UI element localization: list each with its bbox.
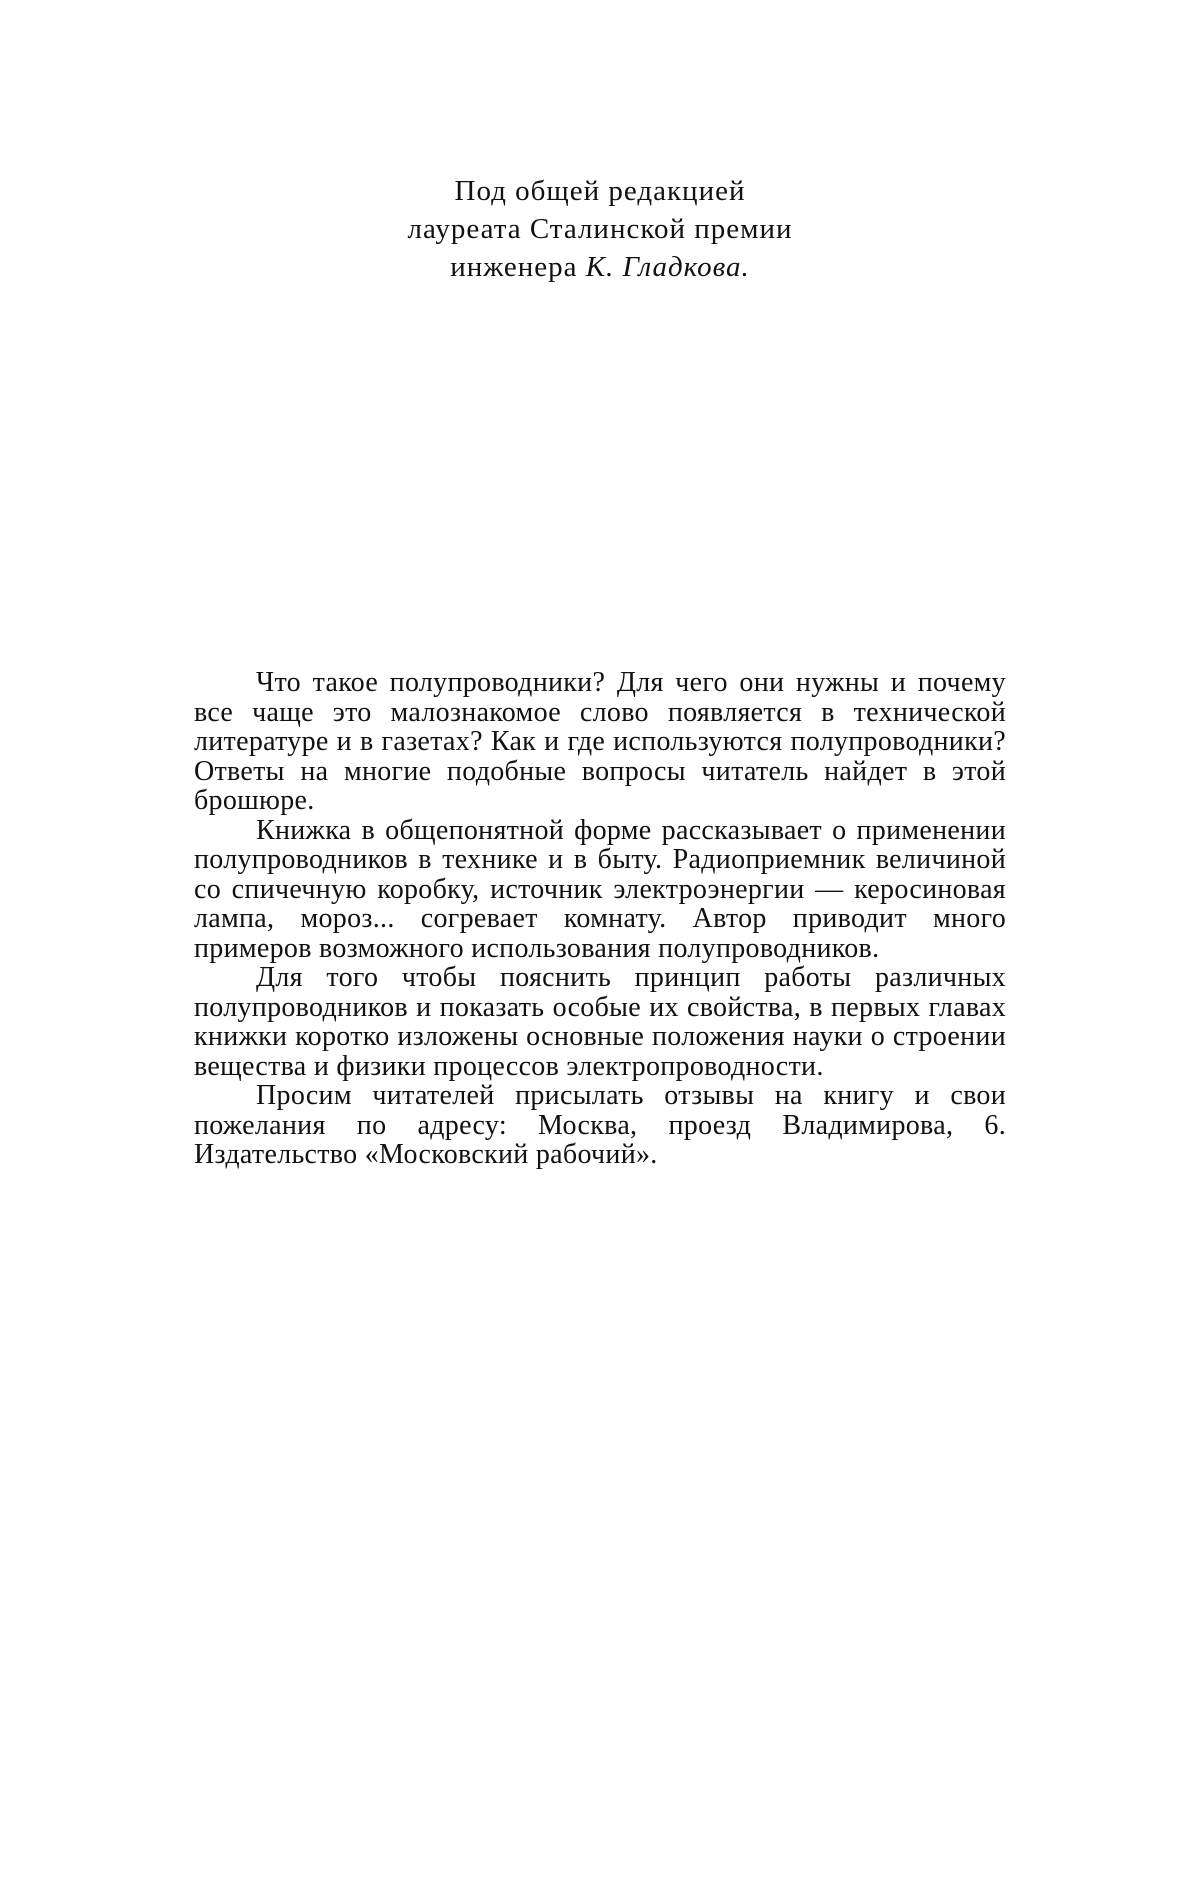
annotation-paragraph-4: Просим читателей присылать отзывы на книгу и свои пожелания по адресу: Москва, проезд Владимирова, 6. Издательство «Московский рабочий». [194,1080,1006,1170]
editorial-credit [0,172,1200,286]
annotation-paragraph-1: Что такое полупроводники? Для чего они нужны и почему все чаще это малознакомое слово появляется в технической литературе и в газетах? Как и где используются полупроводники? Ответы на многие подобные вопросы читатель найдет в этой брошюре. [194,667,1006,816]
annotation-paragraph-3: Для того чтобы пояснить принцип работы различных полупроводников и показать особые их свойства, в первых главах книжки коротко изложены основные положения науки о строении вещества и физики процессов электропроводности. [194,962,1006,1082]
editorial-line-3-prefix: инженера [450,251,586,283]
editorial-line-2: лауреата Сталинской премии [407,213,793,245]
editorial-line-3 [0,248,1200,286]
editorial-line-1: Под общей редакцией [454,175,746,207]
editor-name: К. Гладкова. [585,251,750,283]
book-annotation [194,668,1006,1170]
annotation-paragraph-2: Книжка в общепонятной форме рассказывает о применении полупроводников в технике и в быту. Радиоприемник величиной со спичечную коробку, источник электроэнергии — керосиновая лампа, мороз... согревает комнату. Автор приводит много примеров возможного использования полупроводников. [194,814,1006,964]
